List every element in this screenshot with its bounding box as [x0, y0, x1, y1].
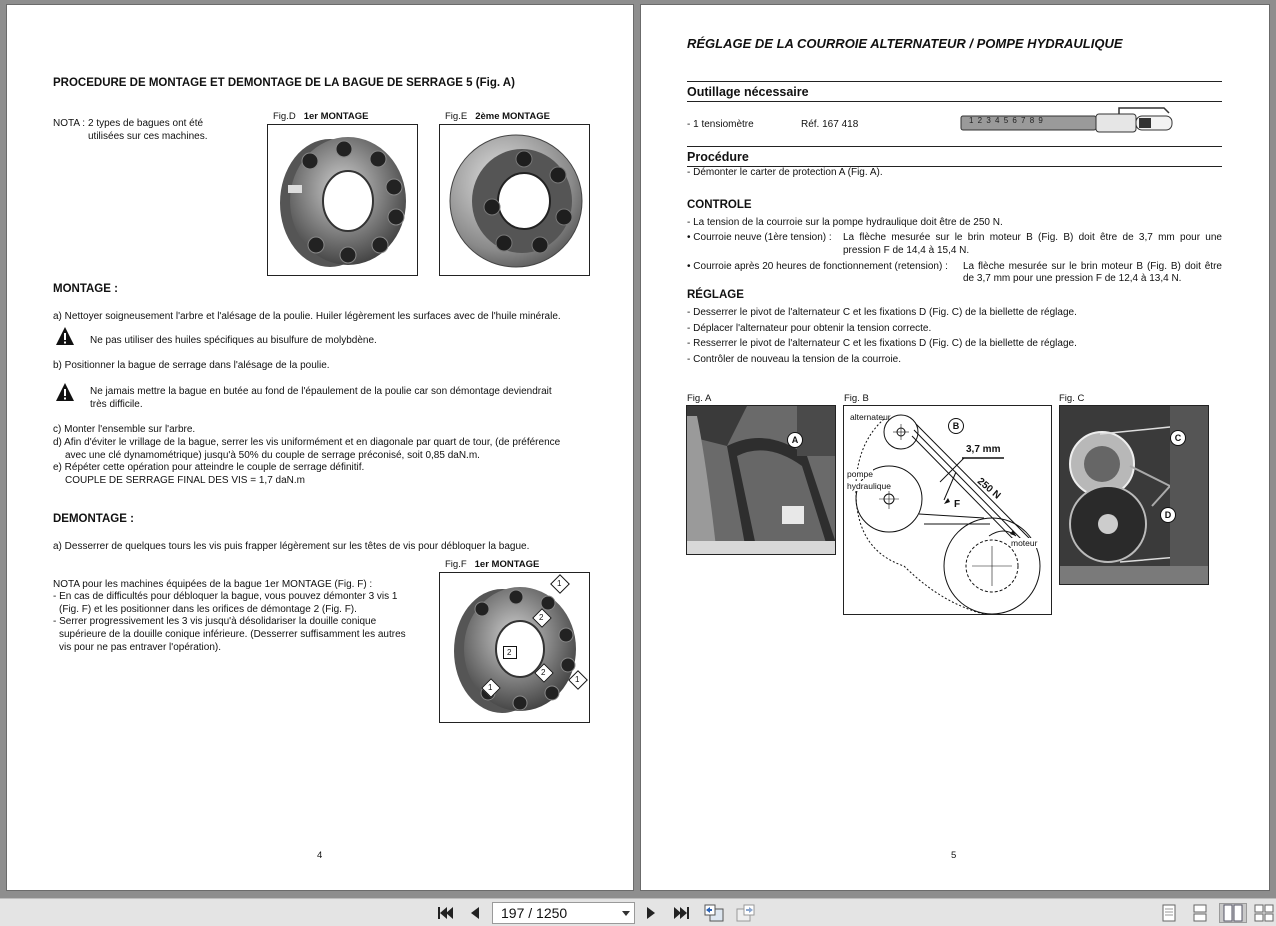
nota-text-1: 2 types de bagues ont été: [88, 118, 204, 129]
label-f: F: [954, 499, 961, 510]
fig-f-caption: [445, 559, 539, 570]
couple-final: COUPLE DE SERRAGE FINAL DES VIS = 1,7 daN.m: [65, 475, 305, 486]
divider: [687, 101, 1222, 102]
callout-a: A: [787, 432, 803, 448]
fig-c-label: Fig. C: [1059, 393, 1085, 404]
reglage-step-4: - Contrôler de nouveau la tension de la courroie.: [687, 354, 902, 365]
previous-page-icon: [468, 905, 482, 921]
fig-c-image: [1059, 405, 1209, 585]
nota2-item2-line1: - Serrer progressivement les 3 vis jusqu'à désolidariser la douille conique: [53, 616, 377, 627]
go-forward-icon: [735, 904, 757, 922]
montage-step-a: a) Nettoyer soigneusement l'arbre et l'alésage de la poulie. Huiler légèrement les surfaces avec de l'huile minérale.: [53, 311, 561, 322]
controle-3-line1: La flèche mesurée sur le brin moteur B (Fig. B) doit être: [963, 261, 1222, 272]
nota-text-2: utilisées sur ces machines.: [88, 131, 208, 142]
fig-a-label: Fig. A: [687, 393, 712, 404]
reglage-step-1: - Desserrer le pivot de l'alternateur C et les fixations D (Fig. C) de la biellette de réglage.: [687, 307, 1077, 318]
procedure-heading: Procédure: [687, 150, 749, 164]
montage-step-e: e) Répéter cette opération pour atteindre le couple de serrage définitif.: [53, 462, 365, 473]
page-number: 4: [317, 850, 323, 861]
tool-name: - 1 tensiomètre: [687, 119, 754, 130]
divider: [687, 81, 1222, 82]
label-pompe: pompe: [847, 469, 873, 479]
warning-text-2-line2: très difficile.: [90, 399, 143, 410]
next-page-icon: [644, 905, 658, 921]
controle-3-label: • Courroie après 20 heures de fonctionnement (retension) :: [687, 261, 948, 272]
warning-icon: [55, 326, 75, 346]
fig-d-caption: [273, 111, 368, 122]
montage-heading: MONTAGE :: [53, 283, 118, 295]
tool-ref: Réf. 167 418: [801, 119, 859, 130]
continuous-view-button[interactable]: [1189, 903, 1211, 923]
montage-step-d-line2: avec une clé dynamométrique) jusqu'à 50% du couple de serrage préconisé, soit 0,85 daN.m.: [65, 450, 480, 461]
continuous-page-icon: [1193, 904, 1207, 922]
warning-text-1: Ne pas utiliser des huiles spécifiques au bisulfure de molybdène.: [90, 335, 377, 346]
fig-f-image: [439, 572, 590, 723]
first-page-button[interactable]: [434, 903, 456, 923]
page-indicator-value: 197 / 1250: [501, 905, 568, 921]
reglage-step-2: - Déplacer l'alternateur pour obtenir la tension correcte.: [687, 323, 932, 334]
controle-2-label: • Courroie neuve (1ère tension) :: [687, 232, 832, 243]
controle-3-line2: de 3,7 mm pour une pression F de 12,4 à 13,4 N.: [963, 273, 1182, 284]
warning-text-2-line1: Ne jamais mettre la bague en butée au fond de l'épaulement de la poulie car son démontage deviendrait: [90, 386, 552, 397]
label-fleche: 3,7 mm: [966, 444, 1001, 455]
fig-e-image: [439, 124, 590, 276]
facing-view-button[interactable]: [1219, 903, 1247, 923]
fig-e-label: Fig.E: [445, 111, 468, 122]
fig-e-title: 2ème MONTAGE: [475, 111, 550, 122]
fig-e-caption: [445, 111, 550, 122]
facing-continuous-view-button[interactable]: [1253, 903, 1275, 923]
warning-icon: [55, 382, 75, 402]
nota2-item2-line3: vis pour ne pas entraver l'opération).: [59, 642, 221, 653]
controle-1: - La tension de la courroie sur la pompe hydraulique doit être de 250 N.: [687, 217, 1003, 228]
fig-f-label: Fig.F: [445, 559, 467, 570]
procedure-item: - Démonter le carter de protection A (Fig. A).: [687, 167, 883, 178]
callout-d: D: [1160, 507, 1176, 523]
fig-b-label: Fig. B: [844, 393, 869, 404]
controle-2-line1: La flèche mesurée sur le brin moteur B (Fig. B) doit être de 3,7 mm pour une: [843, 232, 1222, 243]
tensiometre-image: [959, 105, 1194, 137]
label-force: 250 N: [974, 476, 1003, 502]
fig-a-image: [686, 405, 836, 555]
single-page-view-button[interactable]: [1158, 903, 1180, 923]
reglage-title: RÉGLAGE DE LA COURROIE ALTERNATEUR / POMPE HYDRAULIQUE: [687, 36, 1123, 51]
procedure-title: PROCEDURE DE MONTAGE ET DEMONTAGE DE LA BAGUE DE SERRAGE 5 (Fig. A): [53, 77, 515, 89]
nota2-item1-line2: (Fig. F) et les positionner dans les orifices de démontage 2 (Fig. F).: [59, 604, 357, 615]
callout-2: 2: [539, 613, 544, 622]
callout-c: C: [1170, 430, 1186, 446]
fig-d-image: [267, 124, 418, 276]
fig-d-label: Fig.D: [273, 111, 296, 122]
last-page-icon: [673, 905, 691, 921]
montage-step-d-line1: d) Afin d'éviter le vrillage de la bague, serrer les vis uniformément et en diagonale par quart de tour, (de préférence: [53, 437, 561, 448]
tool-scale: 1 2 3 4 5 6 7 8 9: [969, 116, 1044, 125]
callout-2: 2: [507, 648, 512, 657]
fig-b-diagram: [843, 405, 1052, 615]
montage-step-c: c) Monter l'ensemble sur l'arbre.: [53, 424, 196, 435]
go-back-button[interactable]: [703, 903, 725, 923]
callout-2: 2: [541, 668, 546, 677]
page-number-input[interactable]: [492, 902, 635, 924]
controle-heading: CONTROLE: [687, 199, 752, 211]
chevron-down-icon[interactable]: [622, 911, 630, 916]
reglage-step-3: - Resserrer le pivot de l'alternateur C et les fixations D (Fig. C) de la biellette de réglage.: [687, 338, 1077, 349]
first-page-icon: [436, 905, 454, 921]
demontage-heading: DEMONTAGE :: [53, 513, 134, 525]
label-hydraulique: hydraulique: [847, 481, 891, 491]
facing-pages-icon: [1223, 904, 1243, 922]
callout-1: 1: [575, 675, 580, 684]
label-alternateur: alternateur: [850, 412, 891, 422]
controle-2-line2: pression F de 14,4 à 15,4 N.: [843, 245, 970, 256]
nota2-item2-line2: supérieure de la douille conique inférieure. (Desserrer suffisamment les autres: [59, 629, 406, 640]
next-page-button[interactable]: [640, 903, 662, 923]
go-back-icon: [703, 904, 725, 922]
fig-f-title: 1er MONTAGE: [474, 559, 540, 570]
viewer-toolbar: [0, 898, 1276, 926]
nota-label: NOTA :: [53, 118, 86, 129]
go-forward-button[interactable]: [735, 903, 757, 923]
page-5: [640, 4, 1270, 891]
page-number: 5: [951, 850, 957, 861]
previous-page-button[interactable]: [464, 903, 486, 923]
callout-1: 1: [557, 579, 562, 588]
facing-continuous-icon: [1254, 904, 1274, 922]
last-page-button[interactable]: [671, 903, 693, 923]
callout-b: B: [948, 418, 964, 434]
montage-step-b: b) Positionner la bague de serrage dans l'alésage de la poulie.: [53, 360, 330, 371]
outillage-heading: Outillage nécessaire: [687, 85, 809, 99]
callout-1: 1: [488, 683, 493, 692]
demontage-step-a: a) Desserrer de quelques tours les vis puis frapper légèrement sur les têtes de vis pour débloquer la bague.: [53, 541, 530, 552]
nota2-item1-line1: - En cas de difficultés pour débloquer la bague, vous pouvez démonter 3 vis 1: [53, 591, 398, 602]
nota2-title: NOTA pour les machines équipées de la bague 1er MONTAGE (Fig. F) :: [53, 579, 373, 590]
fig-d-title: 1er MONTAGE: [303, 111, 369, 122]
label-moteur: moteur: [1011, 538, 1038, 548]
divider: [687, 146, 1222, 147]
page-4: [6, 4, 634, 891]
single-page-icon: [1162, 904, 1176, 922]
reglage-heading: RÉGLAGE: [687, 289, 744, 301]
